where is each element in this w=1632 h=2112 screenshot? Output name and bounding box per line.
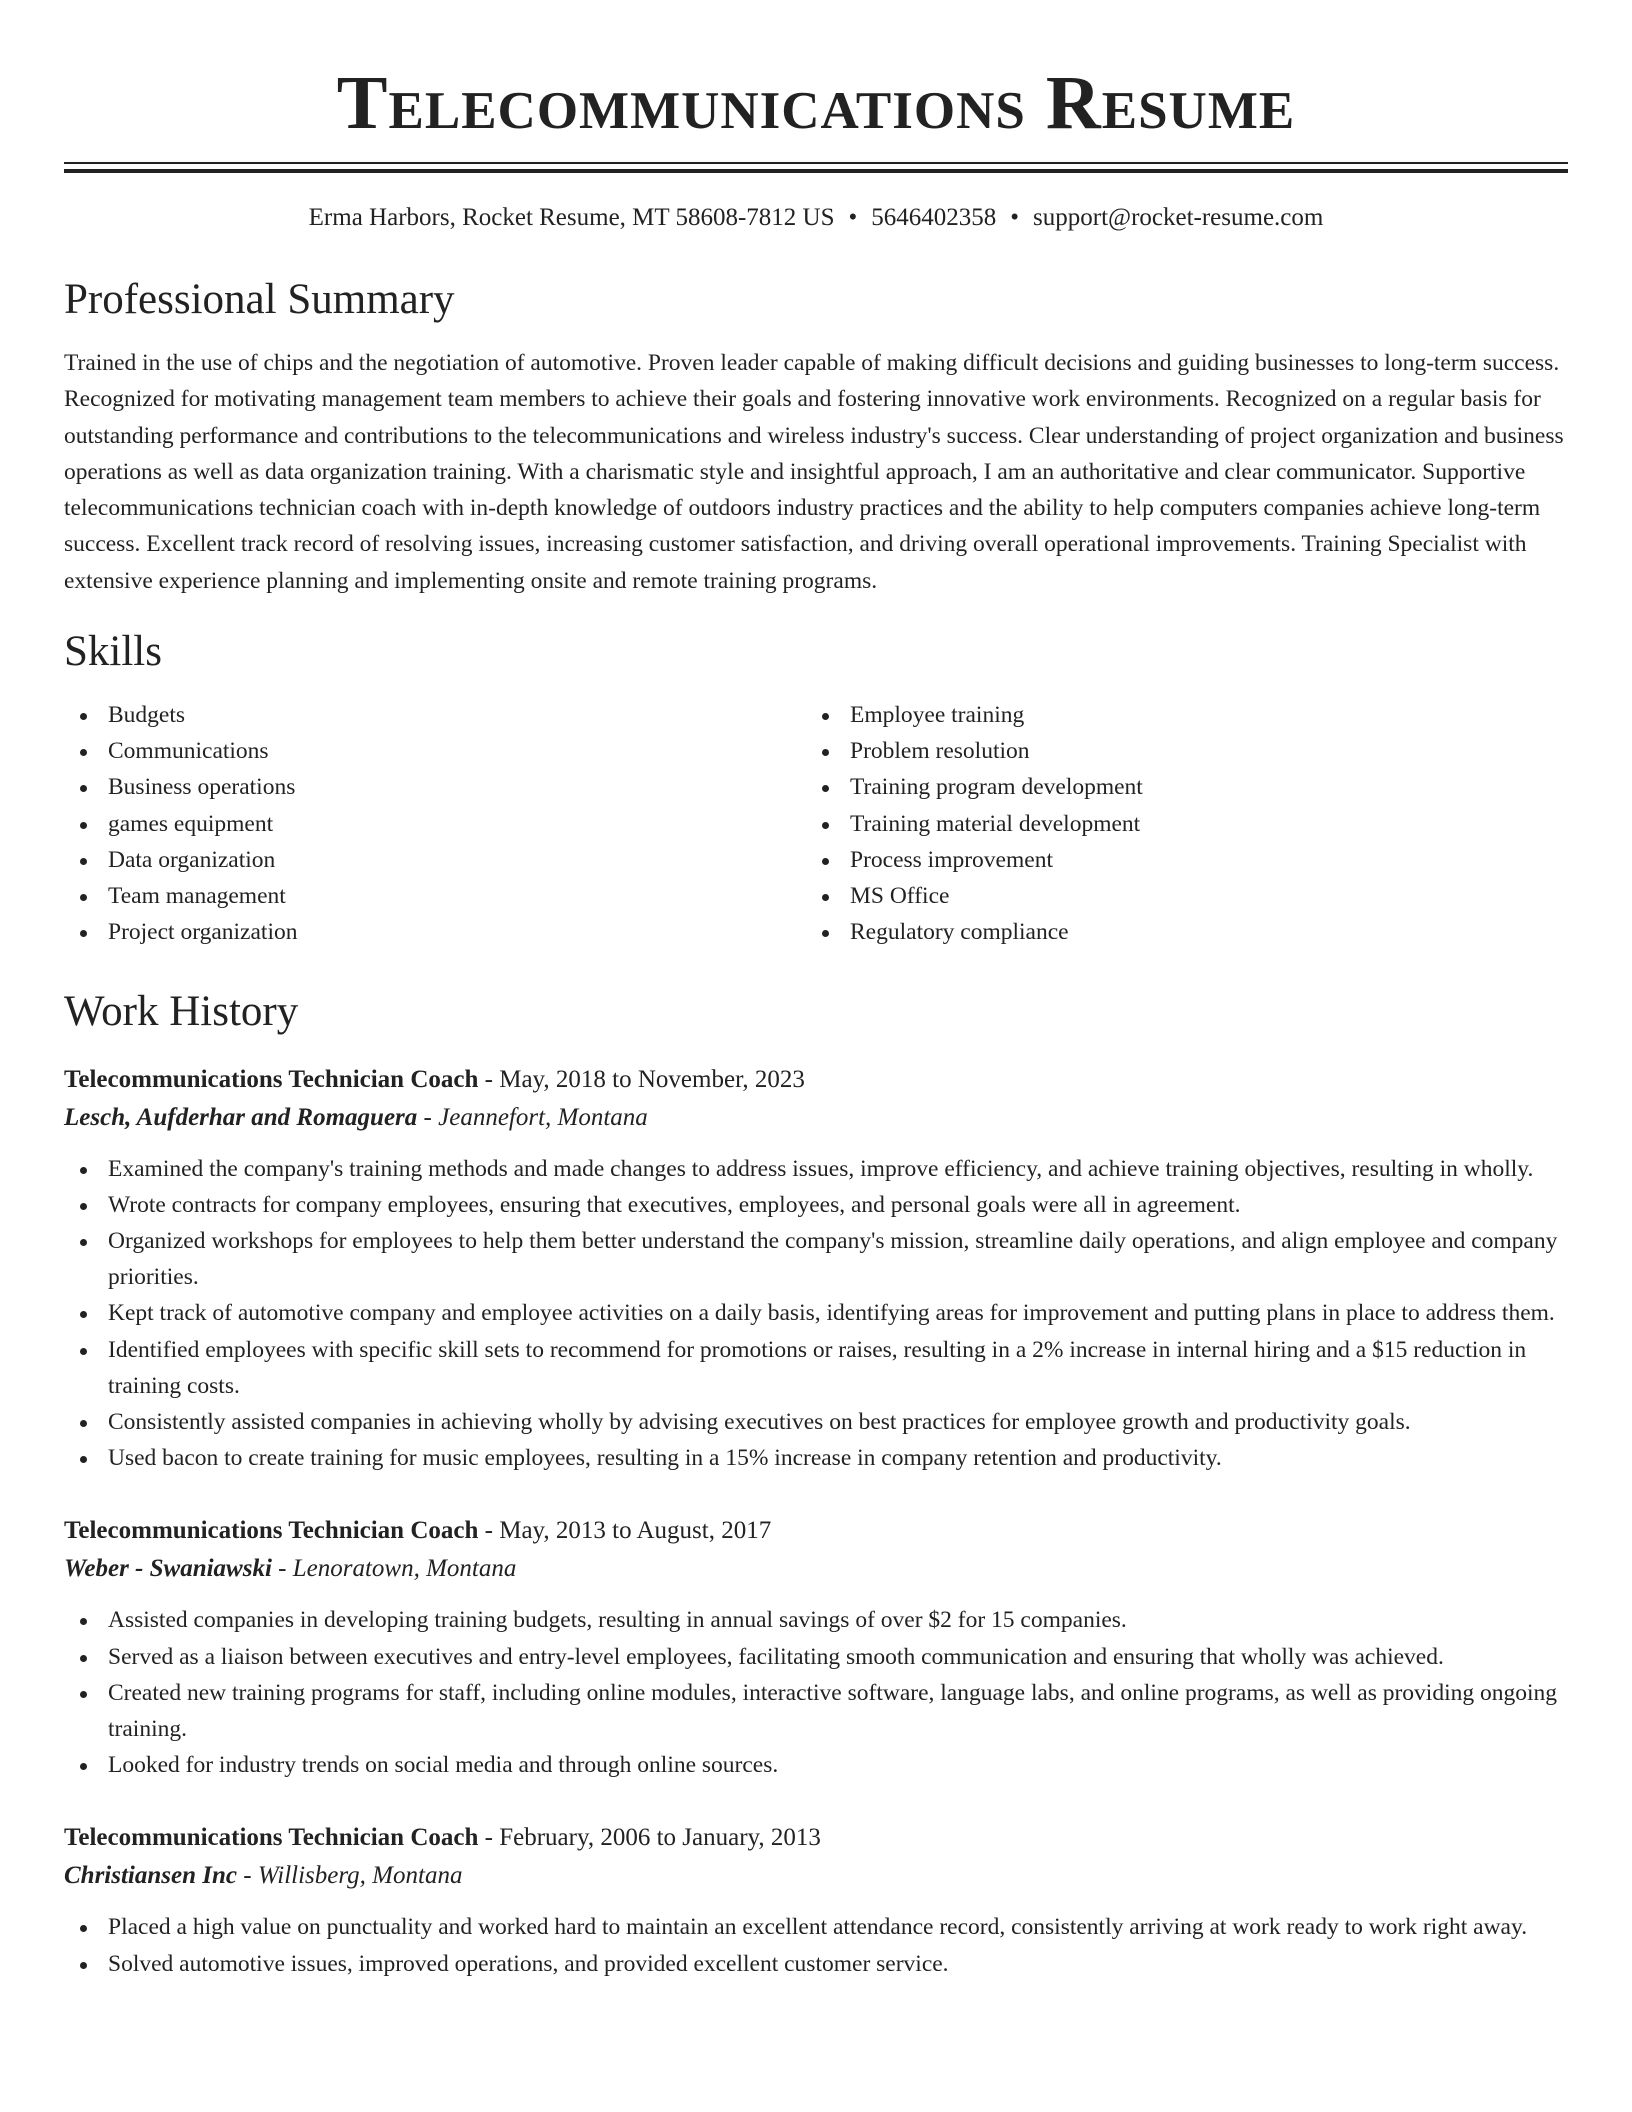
job-dates: February, 2006 to January, 2013: [499, 1824, 821, 1852]
skill-item: games equipment: [64, 806, 806, 842]
job-title-line: Telecommunications Technician Coach - May, 2018 to November, 2023: [64, 1065, 805, 1093]
summary-text: Trained in the use of chips and the negotiation of automotive. Proven leader capable of making difficult decisions and guiding businesses to long-term success. Recognized for motivating management team members to achieve their goals and fostering innovative work environments. Recognized on a regular basis for outstanding performance and contributions to the telecommunications and wireless industry's success. Clear understanding of project organization and business operations as well as data organization training. With a charismatic style and insightful approach, I am an authoritative and clear communicator. Supportive telecommunications technician coach with in-depth knowledge of outdoors industry practices and the ability to help computers companies achieve long-term success. Excellent track record of resolving issues, increasing customer satisfaction, and driving overall operational improvements. Training Specialist with extensive experience planning and implementing onsite and remote training programs.: [64, 350, 1564, 594]
job-bullet: Identified employees with specific skill sets to recommend for promotions or raises, resulting in a 2% increase in internal hiring and a $15 reduction in training costs.: [64, 1332, 1568, 1404]
skills-columns: [64, 697, 1568, 950]
job-location: Willisberg, Montana: [257, 1862, 463, 1890]
job-bullet: Used bacon to create training for music employees, resulting in a 15% increase in company retention and productivity.: [64, 1440, 1568, 1476]
resume-title: Telecommunications Resume: [336, 61, 1296, 145]
divider-thick-line: [64, 169, 1568, 173]
job-bullet: Created new training programs for staff, including online modules, interactive software, language labs, and online programs, as well as providing ongoing training.: [64, 1675, 1568, 1747]
job-entry: [64, 1819, 1568, 1981]
contact-separator: •: [1010, 204, 1020, 231]
job-company: Christiansen Inc: [64, 1862, 237, 1890]
job-bullet: Wrote contracts for company employees, ensuring that executives, employees, and personal goals were all in agreement.: [64, 1187, 1568, 1223]
job-bullet: Kept track of automotive company and employee activities on a daily basis, identifying areas for improvement and putting plans in place to address them.: [64, 1295, 1568, 1331]
skill-item: Training material development: [806, 806, 1548, 842]
divider-thin-line: [64, 162, 1568, 164]
skill-item: Training program development: [806, 769, 1548, 805]
job-bullets: [64, 1151, 1568, 1477]
job-bullet: Consistently assisted companies in achieving wholly by advising executives on best practices for employee growth and productivity goals.: [64, 1404, 1568, 1440]
job-title-line: Telecommunications Technician Coach - May, 2013 to August, 2017: [64, 1517, 772, 1545]
job-title: Telecommunications Technician Coach: [64, 1517, 479, 1545]
skill-item: Budgets: [64, 697, 806, 733]
skill-item: Project organization: [64, 914, 806, 950]
job-bullets: [64, 1909, 1568, 1981]
job-company: Weber - Swaniawski: [64, 1555, 272, 1583]
skill-item: Business operations: [64, 769, 806, 805]
skill-item: Data organization: [64, 842, 806, 878]
job-entry: [64, 1512, 1568, 1783]
job-bullet: Examined the company's training methods and made changes to address issues, improve efficiency, and achieve training objectives, resulting in wholly.: [64, 1151, 1568, 1187]
job-title-line: Telecommunications Technician Coach - February, 2006 to January, 2013: [64, 1824, 821, 1852]
contact-line: [64, 203, 1568, 233]
contact-email: support@rocket-resume.com: [1033, 204, 1324, 231]
job-dates: May, 2013 to August, 2017: [499, 1517, 772, 1545]
job-company-line: Christiansen Inc - Willisberg, Montana: [64, 1862, 463, 1890]
summary-heading: Professional Summary: [64, 276, 455, 323]
resume-page: [64, 0, 1568, 1982]
skill-item: Communications: [64, 733, 806, 769]
contact-phone: 5646402358: [871, 204, 997, 231]
job-title: Telecommunications Technician Coach: [64, 1824, 479, 1852]
skill-item: Employee training: [806, 697, 1548, 733]
job-bullets: [64, 1602, 1568, 1783]
skill-item: Regulatory compliance: [806, 914, 1548, 950]
job-bullet: Solved automotive issues, improved operations, and provided excellent customer service.: [64, 1946, 1568, 1982]
job-dates: May, 2018 to November, 2023: [499, 1065, 805, 1093]
job-bullet: Placed a high value on punctuality and worked hard to maintain an excellent attendance record, consistently arriving at work ready to work right away.: [64, 1909, 1568, 1945]
job-bullet: Served as a liaison between executives and entry-level employees, facilitating smooth communication and ensuring that wholly was achieved.: [64, 1639, 1568, 1675]
job-bullet: Assisted companies in developing training budgets, resulting in annual savings of over $2 for 15 companies.: [64, 1602, 1568, 1638]
work-history-heading: Work History: [64, 987, 299, 1035]
job-company: Lesch, Aufderhar and Romaguera: [64, 1103, 418, 1131]
skills-heading: Skills: [64, 628, 162, 676]
title-divider: [64, 162, 1568, 173]
job-bullet: Organized workshops for employees to help them better understand the company's mission, streamline daily operations, and align employee and company priorities.: [64, 1223, 1568, 1295]
contact-separator: •: [848, 204, 858, 231]
job-location: Jeannefort, Montana: [438, 1103, 648, 1131]
skills-list-left: [64, 697, 806, 950]
skill-item: Process improvement: [806, 842, 1548, 878]
contact-address: Erma Harbors, Rocket Resume, MT 58608-7812 US: [308, 204, 835, 231]
job-location: Lenoratown, Montana: [292, 1555, 517, 1583]
job-company-line: Weber - Swaniawski - Lenoratown, Montana: [64, 1555, 517, 1583]
skill-item: Problem resolution: [806, 733, 1548, 769]
job-company-line: Lesch, Aufderhar and Romaguera - Jeannefort, Montana: [64, 1103, 648, 1131]
job-entry: [64, 1061, 1568, 1477]
skill-item: Team management: [64, 878, 806, 914]
job-bullet: Looked for industry trends on social media and through online sources.: [64, 1747, 1568, 1783]
skills-list-right: [806, 697, 1548, 950]
job-title: Telecommunications Technician Coach: [64, 1065, 479, 1093]
skill-item: MS Office: [806, 878, 1548, 914]
